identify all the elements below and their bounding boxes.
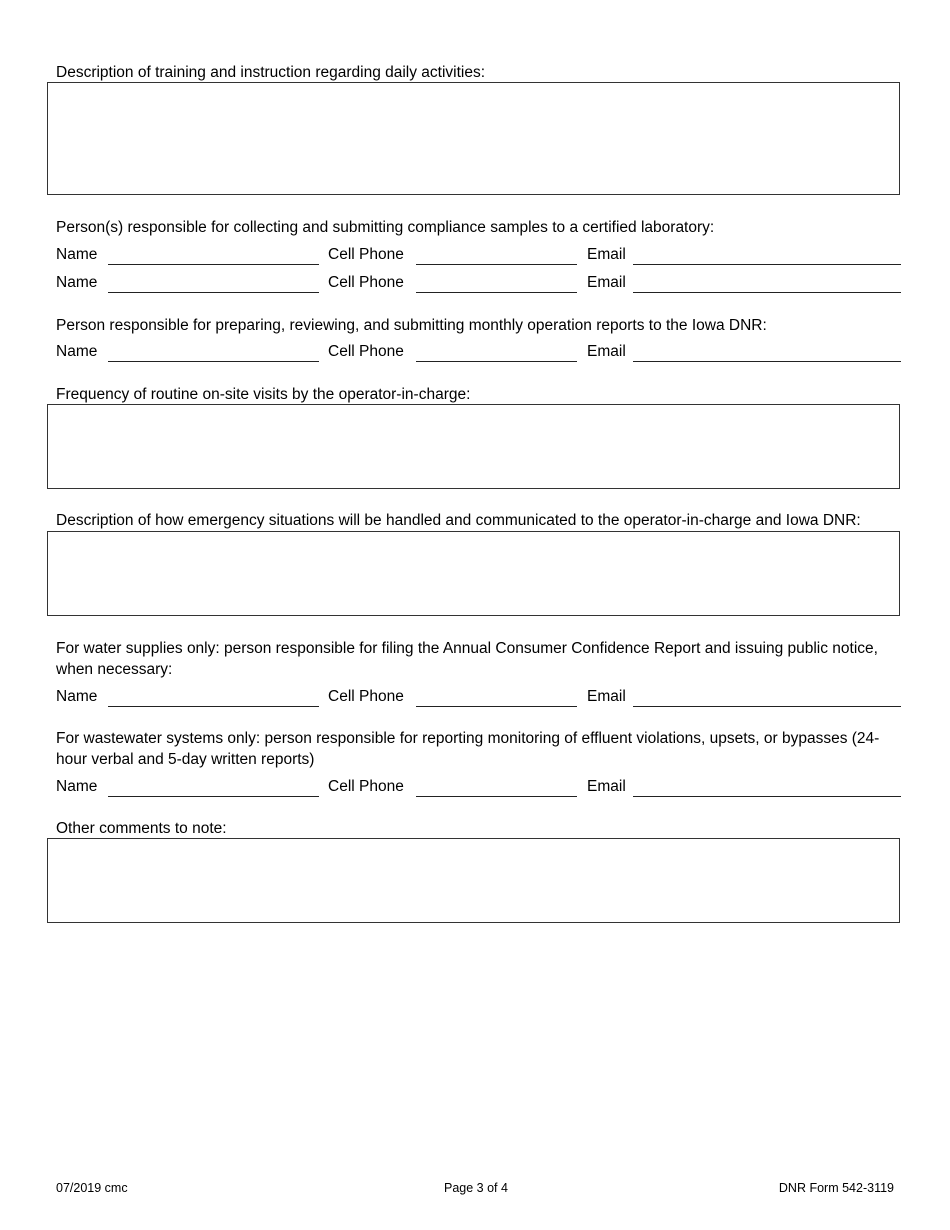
training-label: Description of training and instruction regarding daily activities: [56, 64, 486, 81]
emergency-textbox[interactable] [47, 531, 900, 616]
name-label: Name [56, 688, 98, 705]
footer-form-number: DNR Form 542-3119 [778, 1181, 894, 1195]
wastewater-label: For wastewater systems only: person responsible for reporting monitoring of effluent violations, upsets, or bypasses (24-hour verbal and 5-day written reports) [56, 730, 880, 768]
name-label: Name [56, 778, 98, 795]
name-field[interactable] [108, 292, 319, 293]
emergency-label: Description of how emergency situations will be handled and communicated to the operator-in-charge and Iowa DNR: [56, 512, 861, 529]
cell-phone-label: Cell Phone [328, 688, 404, 705]
cell-phone-field[interactable] [416, 361, 577, 362]
email-label: Email [587, 343, 626, 360]
email-field[interactable] [633, 706, 901, 707]
cell-phone-field[interactable] [416, 264, 577, 265]
name-field[interactable] [108, 264, 319, 265]
footer-revision: 07/2019 cmc [56, 1181, 128, 1195]
cell-phone-field[interactable] [416, 706, 577, 707]
name-field[interactable] [108, 706, 319, 707]
email-field[interactable] [633, 292, 901, 293]
cell-phone-field[interactable] [416, 796, 577, 797]
cell-phone-label: Cell Phone [328, 778, 404, 795]
reports-label: Person responsible for preparing, reviewing, and submitting monthly operation reports to the Iowa DNR: [56, 317, 767, 334]
name-label: Name [56, 246, 98, 263]
email-label: Email [587, 246, 626, 263]
cell-phone-label: Cell Phone [328, 343, 404, 360]
training-textbox[interactable] [47, 82, 900, 195]
email-label: Email [587, 778, 626, 795]
email-label: Email [587, 688, 626, 705]
name-label: Name [56, 343, 98, 360]
cell-phone-label: Cell Phone [328, 246, 404, 263]
name-field[interactable] [108, 796, 319, 797]
cell-phone-label: Cell Phone [328, 274, 404, 291]
email-label: Email [587, 274, 626, 291]
email-field[interactable] [633, 264, 901, 265]
water-label: For water supplies only: person responsible for filing the Annual Consumer Confidence Report and issuing public notice, when necessary: [56, 640, 878, 678]
samples-label: Person(s) responsible for collecting and submitting compliance samples to a certified laboratory: [56, 219, 715, 236]
footer-page-number: Page 3 of 4 [444, 1181, 508, 1195]
email-field[interactable] [633, 796, 901, 797]
name-label: Name [56, 274, 98, 291]
visits-textbox[interactable] [47, 404, 900, 489]
cell-phone-field[interactable] [416, 292, 577, 293]
comments-textbox[interactable] [47, 838, 900, 923]
visits-label: Frequency of routine on-site visits by the operator-in-charge: [56, 386, 471, 403]
comments-label: Other comments to note: [56, 820, 227, 837]
email-field[interactable] [633, 361, 901, 362]
name-field[interactable] [108, 361, 319, 362]
